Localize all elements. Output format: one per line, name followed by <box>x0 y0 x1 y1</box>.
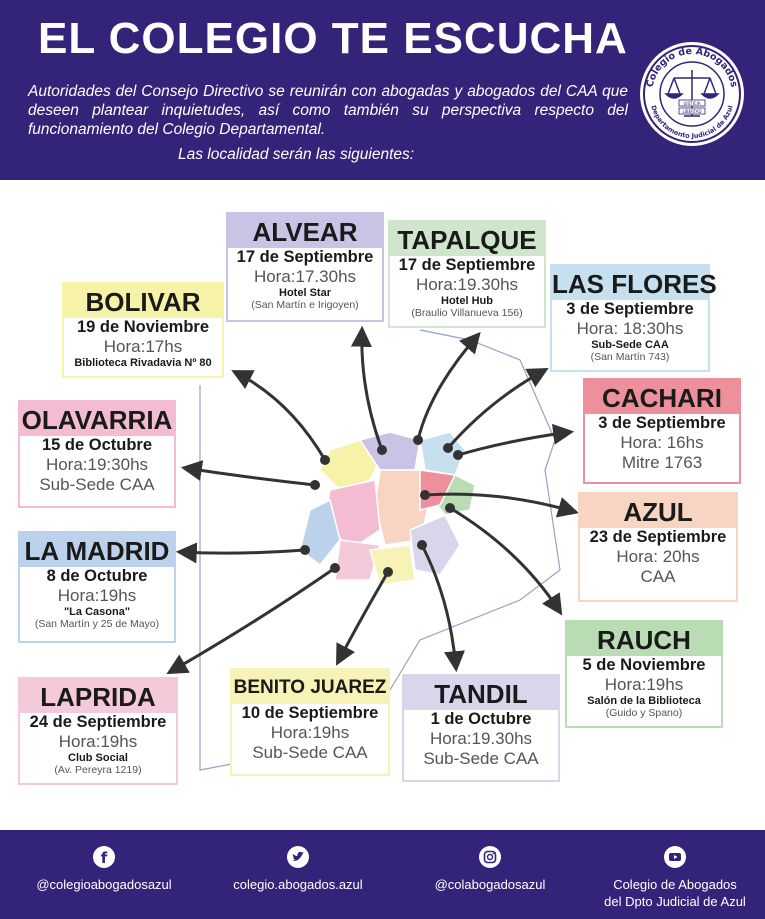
intro-text: Autoridades del Consejo Directivo se reunirán con abogadas y abogados del CAA que deseen plantear inquietudes, así como también su perspectiva respecto del funcionamiento del Colegio Departamental. <box>28 83 628 138</box>
youtube-channel-line1: Colegio de Abogados <box>613 877 737 892</box>
facebook-icon <box>93 846 115 868</box>
seal-top-text: Colegio de Abogados <box>644 45 740 89</box>
location-name: LA MADRID <box>20 533 174 567</box>
location-date: 5 de Noviembre <box>582 656 706 674</box>
location-name: CACHARI <box>585 380 739 414</box>
location-hour: Hora:19.30hs <box>415 274 519 294</box>
location-address: (San Martín y 25 de Mayo) <box>34 618 160 631</box>
location-tandil <box>402 674 560 782</box>
location-hour: Hora: 20hs <box>616 546 700 566</box>
location-name: BOLIVAR <box>64 284 222 318</box>
location-date: 3 de Septiembre <box>598 414 726 432</box>
location-name: AZUL <box>580 494 736 528</box>
location-name: LAPRIDA <box>20 679 176 713</box>
facebook-handle: @colegioabogadosazul <box>36 877 172 892</box>
footer <box>0 830 765 919</box>
location-hour: Hora:19:30hs <box>45 454 149 474</box>
location-place: Club Social <box>68 751 128 764</box>
location-extra: Sub-Sede CAA <box>423 748 539 768</box>
location-date: 3 de Septiembre <box>566 300 694 318</box>
location-tapalque <box>388 220 546 328</box>
youtube-channel-line2: del Dpto Judicial de Azul <box>604 894 746 909</box>
intro-last-line: Las localidad serán las siguientes: <box>178 146 415 163</box>
location-cachari <box>583 378 741 484</box>
location-address: (Av. Pereyra 1219) <box>54 764 142 777</box>
twitter-handle: colegio.abogados.azul <box>233 877 363 892</box>
location-name: ALVEAR <box>228 214 382 248</box>
youtube-link[interactable] <box>590 846 760 910</box>
location-rauch <box>565 620 723 728</box>
location-place: Biblioteca Rivadavia Nº 80 <box>74 356 212 369</box>
page-title: EL COLEGIO TE ESCUCHA <box>38 14 628 63</box>
location-date: 15 de Octubre <box>41 436 153 454</box>
location-hour: Hora:19hs <box>270 722 350 742</box>
seal-bottom-text: Departamento Judicial de Azul <box>649 104 735 141</box>
location-las-flores <box>550 264 717 372</box>
location-name: TAPALQUE <box>390 222 544 256</box>
location-name: BENITO JUAREZ <box>232 670 388 704</box>
seal-word-justicia: JUSTICIA <box>683 101 701 106</box>
location-place: "La Casona" <box>63 605 131 618</box>
location-name: LAS FLORES <box>552 266 708 300</box>
location-benito-juarez <box>230 668 390 776</box>
location-name: TANDIL <box>404 676 558 710</box>
location-name: RAUCH <box>567 622 721 656</box>
colegio-seal-logo <box>638 40 746 148</box>
location-alvear <box>226 212 384 322</box>
location-place: Sub-Sede CAA <box>591 338 669 351</box>
location-hour: Hora:17hs <box>103 336 183 356</box>
location-hour: Hora: 18:30hs <box>576 318 684 338</box>
location-extra: Mitre 1763 <box>621 452 703 472</box>
location-date: 17 de Septiembre <box>236 248 374 266</box>
location-address: (San Martín 743) <box>590 351 670 364</box>
location-place: Salón de la Biblioteca <box>587 694 701 707</box>
instagram-link[interactable] <box>410 846 570 894</box>
location-hour: Hora:19hs <box>57 585 137 605</box>
twitter-icon <box>287 846 309 868</box>
location-place: Hotel Star <box>279 286 331 299</box>
location-olavarria <box>18 400 176 508</box>
instagram-icon <box>479 846 501 868</box>
location-date: 24 de Septiembre <box>29 713 167 731</box>
location-date: 10 de Septiembre <box>241 704 379 722</box>
location-azul <box>578 492 738 602</box>
instagram-handle: @colabogadosazul <box>434 877 546 892</box>
location-hour: Hora:17.30hs <box>253 266 357 286</box>
location-name: OLAVARRIA <box>20 402 174 436</box>
location-extra: CAA <box>640 566 676 586</box>
location-date: 1 de Octubre <box>430 710 532 728</box>
twitter-link[interactable] <box>218 846 378 894</box>
location-hour: Hora:19hs <box>58 731 138 751</box>
location-date: 17 de Septiembre <box>398 256 536 274</box>
location-bolivar <box>62 282 224 378</box>
svg-text:f: f <box>100 849 108 867</box>
facebook-link[interactable] <box>24 846 184 894</box>
location-extra: Sub-Sede CAA <box>39 474 155 494</box>
location-place: Hotel Hub <box>441 294 493 307</box>
location-extra: Sub-Sede CAA <box>252 742 368 762</box>
location-date: 8 de Octubre <box>46 567 148 585</box>
location-date: 19 de Noviembre <box>76 318 210 336</box>
location-address: (San Martín e Irigoyen) <box>251 299 359 312</box>
location-hour: Hora:19hs <box>604 674 684 694</box>
header-banner <box>0 0 765 180</box>
youtube-icon <box>664 846 686 868</box>
location-hour: Hora: 16hs <box>620 432 704 452</box>
location-hour: Hora:19.30hs <box>429 728 533 748</box>
location-laprida <box>18 677 178 785</box>
seal-word-libertad: LIBERTAD <box>682 109 702 114</box>
location-address: (Braulio Villanueva 156) <box>411 307 523 320</box>
location-la-madrid <box>18 531 176 643</box>
location-address: (Guido y Spano) <box>605 707 683 720</box>
location-date: 23 de Septiembre <box>589 528 727 546</box>
